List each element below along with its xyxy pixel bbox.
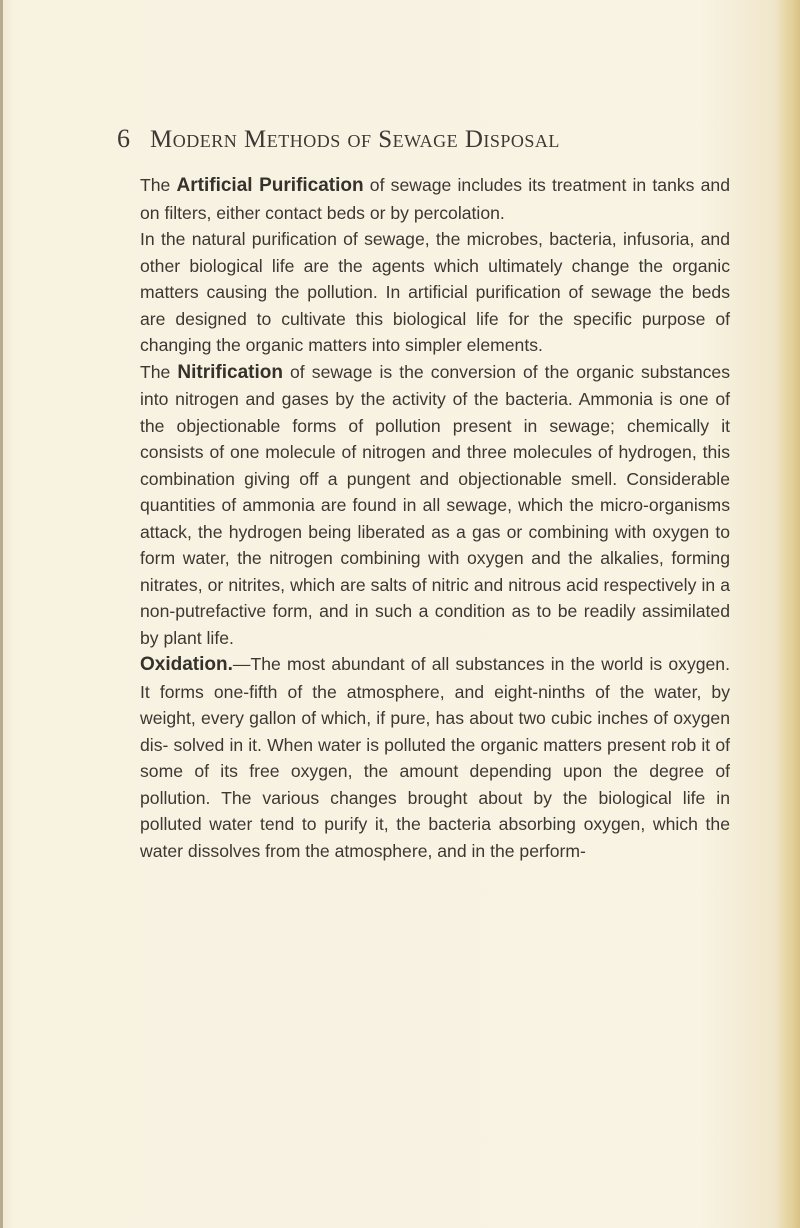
paragraph-lead: The — [140, 175, 177, 195]
running-title: Modern Methods of Sewage Disposal — [150, 126, 560, 153]
term-nitrification: Nitrification — [177, 361, 283, 383]
body-text — [140, 172, 730, 864]
page-header — [117, 124, 677, 160]
paragraph-text: —The most abundant of all substances in the world is oxygen. It forms one-fifth of the atmosphere, and eight-ninths of the water, by weight, every gallon of which, if pure, has about two cubic inches of oxygen dis- solved in it. When water is polluted the organic matters present rob it of some of its free oxygen, the amount depending upon the degree of pollution. The various changes brought about by the biological life in polluted water tend to purify it, the bacteria absorbing oxygen, which the water dissolves from the atmosphere, and in the perform- — [140, 654, 730, 861]
paragraph-text: In the natural purification of sewage, the microbes, bacteria, infusoria, and other biological life are the agents which ultimately change the organic matters causing the pollution. In artificial purification of sewage the beds are designed to cultivate this biological life for the specific purpose of changing the organic matters into simpler elements. — [140, 229, 730, 355]
page-right-edge — [778, 0, 800, 1228]
page-number: 6 — [117, 124, 130, 153]
paragraph-text: of sewage is the conversion of the organic substances into nitrogen and gases by the activity of the bacteria. Ammonia is one of the objectionable forms of pollution present in sewage; chemically it consists of one molecule of nitrogen and three molecules of hydrogen, this combination giving off a pungent and objectionable smell. Considerable quantities of ammonia are found in all sewage, which the micro-organisms attack, the hydrogen being liberated as a gas or combining with oxygen to form water, the nitrogen combining with oxygen and the alkalies, forming nitrates, or nitrites, which are salts of nitric and nitrous acid respectively in a non-putrefactive form, and in such a condition as to be readily assimilated by plant life. — [140, 361, 730, 648]
paragraph-nitrification — [140, 359, 730, 652]
paragraph-oxidation — [140, 651, 730, 864]
paragraph-lead: The — [140, 361, 178, 382]
paragraph-text: of sewage includes its treatment in tanks and on filters, either contact beds or by percolation. — [140, 175, 730, 223]
term-artificial-purification: Artificial Purification — [176, 175, 364, 196]
page-left-edge — [0, 0, 3, 1228]
paragraph-artificial-purification — [140, 172, 730, 226]
paragraph-natural-purification — [140, 226, 730, 359]
term-oxidation: Oxidation. — [140, 654, 233, 675]
